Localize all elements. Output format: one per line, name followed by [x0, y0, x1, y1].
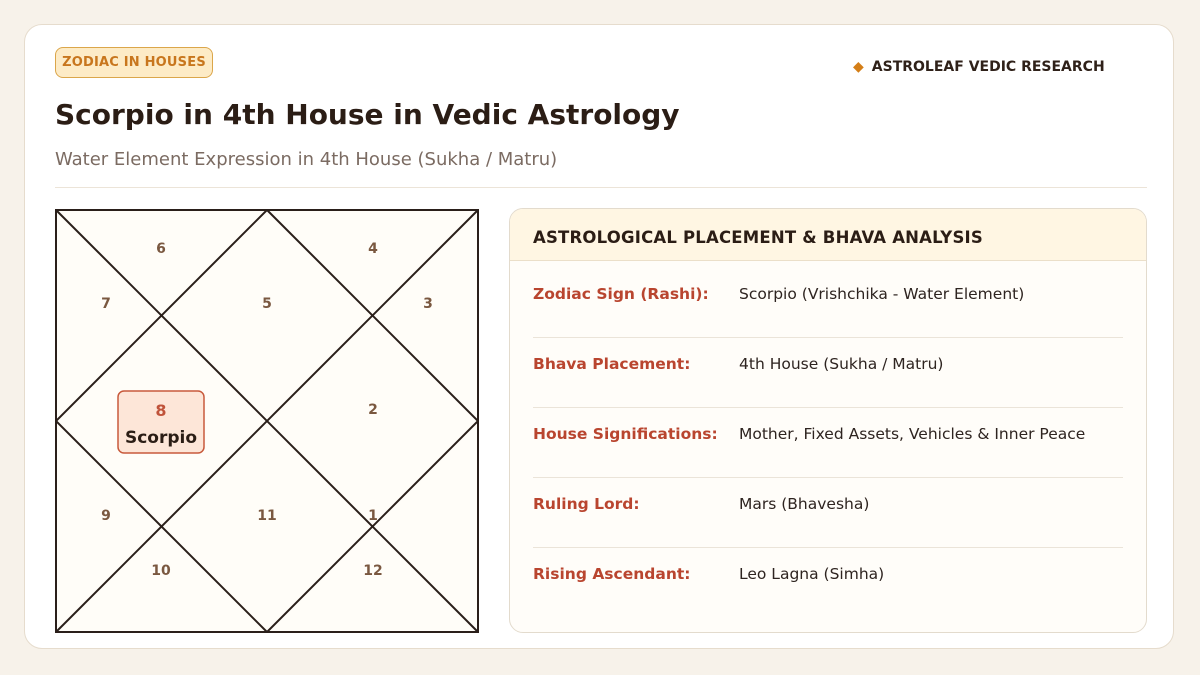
- house-number-1: 1: [368, 508, 378, 524]
- house-number-2: 2: [368, 402, 378, 418]
- placement-panel: [509, 208, 1147, 633]
- row-value: Mother, Fixed Assets, Vehicles & Inner Peace: [739, 425, 1086, 443]
- house-number-3: 3: [423, 296, 433, 312]
- detail-row: [533, 337, 1123, 408]
- detail-row: [533, 477, 1123, 548]
- row-label: Bhava Placement:: [533, 355, 691, 373]
- row-value: Mars (Bhavesha): [739, 495, 870, 513]
- row-label: Rising Ascendant:: [533, 565, 691, 583]
- highlighted-sign: Scorpio: [124, 428, 198, 448]
- category-badge: ZODIAC IN HOUSES: [55, 47, 213, 78]
- page-title: Scorpio in 4th House in Vedic Astrology: [55, 98, 680, 131]
- row-value: Scorpio (Vrishchika - Water Element): [739, 285, 1025, 303]
- row-label: Zodiac Sign (Rashi):: [533, 285, 709, 303]
- north-indian-chart: [55, 209, 479, 633]
- divider: [55, 187, 1147, 188]
- house-number-12: 12: [363, 563, 383, 579]
- page-subtitle: Water Element Expression in 4th House (Sukha / Matru): [55, 149, 558, 170]
- diamond-icon: ◆: [853, 59, 864, 75]
- house-number-5: 5: [262, 296, 272, 312]
- house-number-11: 11: [257, 508, 277, 524]
- detail-row: [533, 407, 1123, 478]
- house-number-6: 6: [156, 241, 166, 257]
- row-value: 4th House (Sukha / Matru): [739, 355, 944, 373]
- house-number-10: 10: [151, 563, 171, 579]
- house-number-7: 7: [101, 296, 111, 312]
- brand-label: ASTROLEAF VEDIC RESEARCH: [871, 59, 1105, 75]
- house-number-9: 9: [101, 508, 111, 524]
- panel-header: ASTROLOGICAL PLACEMENT & BHAVA ANALYSIS: [510, 209, 1146, 261]
- row-value: Leo Lagna (Simha): [739, 565, 885, 583]
- highlighted-house-number: 8: [155, 401, 167, 420]
- info-card: [24, 24, 1174, 649]
- row-label: Ruling Lord:: [533, 495, 640, 513]
- detail-row: [533, 267, 1123, 338]
- detail-row: [533, 547, 1123, 617]
- row-label: House Significations:: [533, 425, 718, 443]
- brand: [853, 57, 1105, 77]
- house-number-4: 4: [368, 241, 378, 257]
